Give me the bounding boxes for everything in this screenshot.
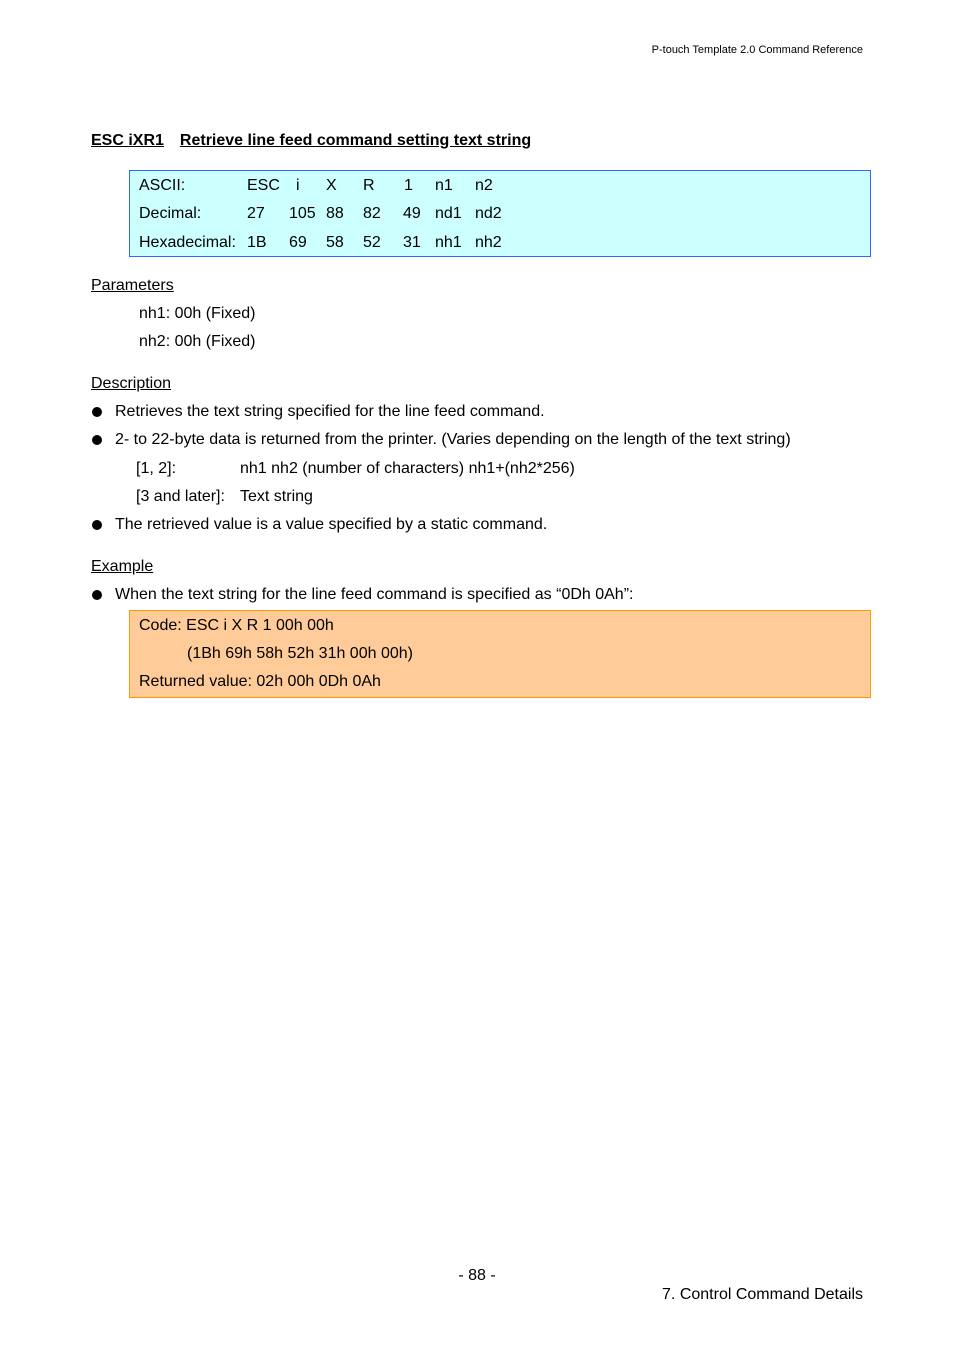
description-bullet-1: Retrieves the text string specified for the line feed command. bbox=[115, 403, 545, 420]
data-range-2: [3 and later]: bbox=[136, 488, 225, 505]
cell: nd2 bbox=[475, 205, 502, 222]
page-number: - 88 - bbox=[458, 1267, 496, 1284]
cell: i bbox=[296, 177, 300, 194]
row-label: Decimal: bbox=[139, 205, 202, 222]
command-code: ESC iXR1 bbox=[91, 132, 164, 149]
cell: 105 bbox=[289, 205, 316, 222]
command-title: Retrieve line feed command setting text string bbox=[179, 132, 532, 149]
cell: 1 bbox=[404, 177, 413, 194]
chapter-footer: 7. Control Command Details bbox=[662, 1286, 863, 1303]
parameters-heading: Parameters bbox=[91, 277, 174, 294]
cell: 49 bbox=[403, 205, 421, 222]
cell: 1B bbox=[247, 234, 267, 251]
example-hex-line: (1Bh 69h 58h 52h 31h 00h 00h) bbox=[187, 645, 413, 662]
cell: 52 bbox=[363, 234, 381, 251]
bullet-icon bbox=[92, 590, 102, 600]
command-syntax-box bbox=[129, 170, 871, 257]
example-code-box bbox=[129, 610, 871, 698]
example-heading: Example bbox=[91, 558, 154, 575]
bullet-icon bbox=[92, 435, 102, 445]
example-returned-line: Returned value: 02h 00h 0Dh 0Ah bbox=[139, 673, 381, 690]
cell: 27 bbox=[247, 205, 265, 222]
cell: nh2 bbox=[475, 234, 502, 251]
cell: R bbox=[363, 177, 375, 194]
parameter-nh2: nh2: 00h (Fixed) bbox=[139, 333, 256, 350]
data-range-1: [1, 2]: bbox=[136, 460, 177, 477]
description-bullet-3: The retrieved value is a value specified by a static command. bbox=[115, 516, 548, 533]
cell: 58 bbox=[326, 234, 344, 251]
cell: ESC bbox=[247, 177, 280, 194]
data-meaning-2: Text string bbox=[240, 488, 313, 505]
row-label: Hexadecimal: bbox=[139, 234, 236, 251]
bullet-icon bbox=[92, 407, 102, 417]
section-title bbox=[91, 132, 531, 150]
cell: 82 bbox=[363, 205, 381, 222]
cell: nh1 bbox=[435, 234, 462, 251]
cell: 31 bbox=[403, 234, 421, 251]
row-label: ASCII: bbox=[139, 177, 186, 194]
description-bullet-2: 2- to 22-byte data is returned from the printer. (Varies depending on the length of the text string) bbox=[115, 431, 791, 448]
cell: nd1 bbox=[435, 205, 462, 222]
cell: X bbox=[326, 177, 337, 194]
example-bullet: When the text string for the line feed command is specified as “0Dh 0Ah”: bbox=[115, 586, 634, 603]
cell: 69 bbox=[289, 234, 307, 251]
cell: n1 bbox=[435, 177, 453, 194]
example-code-line: Code: ESC i X R 1 00h 00h bbox=[139, 617, 334, 634]
cell: 88 bbox=[326, 205, 344, 222]
description-heading: Description bbox=[91, 375, 172, 392]
data-meaning-1: nh1 nh2 (number of characters) nh1+(nh2*256) bbox=[240, 460, 575, 477]
cell: n2 bbox=[475, 177, 493, 194]
parameter-nh1: nh1: 00h (Fixed) bbox=[139, 305, 256, 322]
bullet-icon bbox=[92, 520, 102, 530]
running-header: P-touch Template 2.0 Command Reference bbox=[651, 44, 863, 56]
